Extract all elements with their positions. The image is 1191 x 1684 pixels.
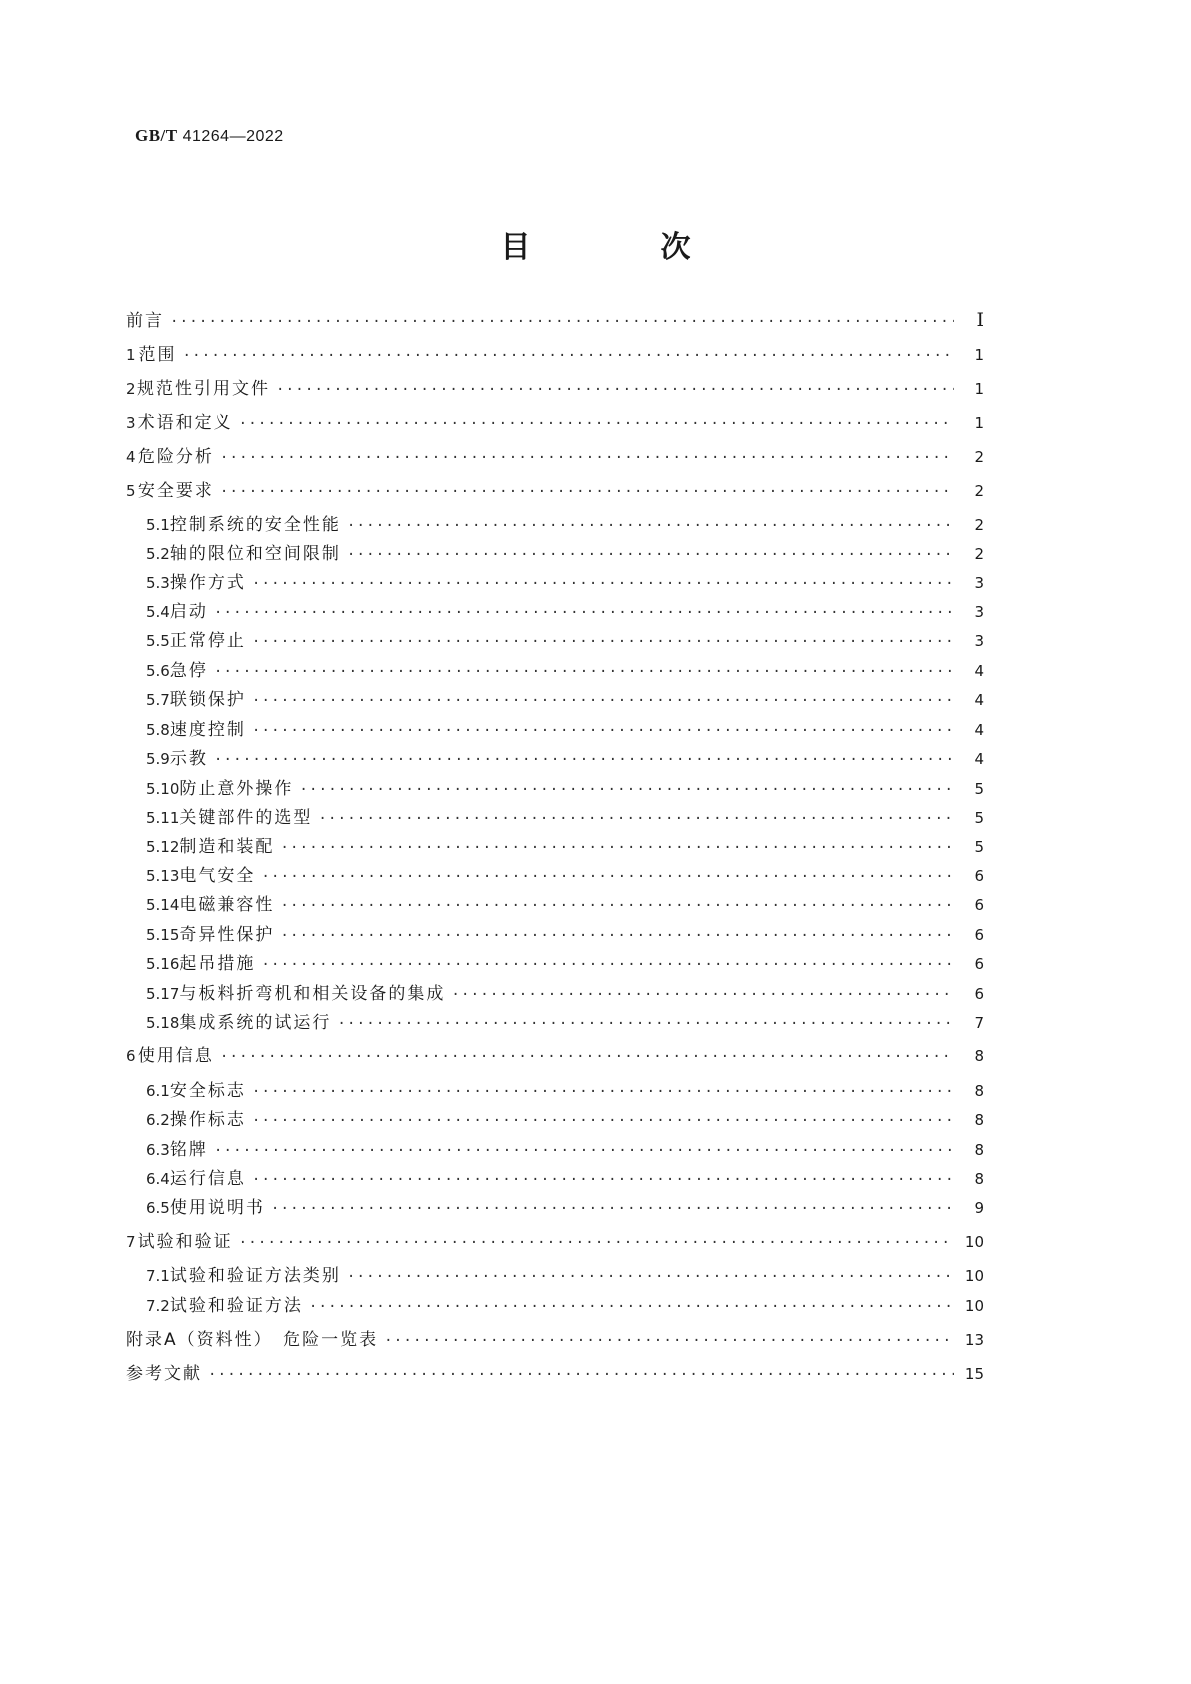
toc-entry-number: 6.3 (146, 1141, 170, 1159)
toc-entry[interactable] (146, 744, 984, 769)
toc-entry-label: 起吊措施 (179, 954, 256, 974)
toc-entry[interactable] (146, 685, 984, 710)
toc-entry-label: 急停 (169, 661, 208, 681)
toc-entry-page-number: 10 (964, 1233, 984, 1251)
toc-entry[interactable] (146, 774, 984, 799)
toc-entry-label: 启动 (169, 602, 208, 622)
toc-entry-label: 使用说明书 (169, 1198, 265, 1218)
toc-entry-page-number: 1 (974, 380, 984, 398)
toc-dot-leader (451, 987, 954, 1003)
toc-dot-leader (220, 1049, 954, 1065)
toc-dot-leader (347, 518, 954, 534)
toc-entry[interactable] (126, 1359, 984, 1384)
toc-entry-number: 4 (126, 448, 136, 466)
toc-entry-label: 附录A（资料性） 危险一览表 (126, 1330, 379, 1350)
toc-entry-number: 5.4 (146, 603, 170, 621)
toc-entry[interactable] (146, 715, 984, 740)
toc-entry-label: 参考文献 (126, 1364, 202, 1384)
toc-entry-label: 规范性引用文件 (137, 379, 270, 399)
toc-dot-leader (214, 752, 954, 768)
toc-entry[interactable] (146, 626, 984, 651)
toc-entry-page-number: 8 (974, 1170, 984, 1188)
toc-entry-number: 6.1 (146, 1082, 170, 1100)
toc-entry-label: 示教 (169, 749, 208, 769)
toc-entry-page-number: 7 (974, 1014, 984, 1032)
toc-dot-leader (347, 1269, 954, 1285)
toc-entry-page-number: 5 (974, 838, 984, 856)
toc-entry-number: 5.5 (146, 632, 170, 650)
toc-dot-leader (252, 634, 954, 650)
document-code-number: 41264—2022 (182, 128, 284, 145)
toc-entry-label: 联锁保护 (169, 690, 246, 710)
toc-entry-page-number: 5 (974, 780, 984, 798)
toc-entry-page-number: 4 (974, 691, 984, 709)
toc-entry-label: 危险分析 (137, 447, 214, 467)
toc-entry-page-number: 6 (974, 926, 984, 944)
toc-entry-page-number: 13 (964, 1331, 984, 1349)
toc-entry-label: 前言 (126, 311, 164, 331)
toc-dot-leader (214, 1143, 954, 1159)
toc-entry-page-number: 2 (974, 516, 984, 534)
toc-entry[interactable] (126, 476, 984, 501)
toc-dot-leader (384, 1333, 954, 1349)
toc-entry[interactable] (146, 1261, 984, 1286)
toc-dot-leader (183, 348, 954, 364)
toc-entry[interactable] (126, 374, 984, 399)
toc-entry-number: 7.1 (146, 1267, 170, 1285)
toc-entry-number: 5.13 (146, 867, 180, 885)
toc-entry[interactable] (146, 861, 984, 886)
toc-entry-page-number: Ⅰ (976, 310, 984, 331)
toc-entry-page-number: 4 (974, 750, 984, 768)
toc-entry-label: 电磁兼容性 (179, 895, 275, 915)
toc-entry[interactable] (146, 656, 984, 681)
toc-dot-leader (271, 1201, 954, 1217)
toc-entry-number: 6.2 (146, 1111, 170, 1129)
toc-entry-number: 6.4 (146, 1170, 170, 1188)
toc-dot-leader (220, 450, 954, 466)
toc-entry-label: 正常停止 (169, 631, 246, 651)
toc-entry-number: 5.8 (146, 721, 170, 739)
toc-entry-page-number: 15 (964, 1365, 984, 1383)
toc-entry[interactable] (146, 1076, 984, 1101)
toc-entry[interactable] (146, 1135, 984, 1160)
toc-entry-label: 制造和装配 (179, 837, 275, 857)
toc-entry-page-number: 6 (974, 896, 984, 914)
toc-entry-number: 5.6 (146, 662, 170, 680)
toc-entry[interactable] (146, 1105, 984, 1130)
toc-entry-number: 5 (126, 482, 136, 500)
toc-entry-label: 运行信息 (169, 1169, 246, 1189)
toc-dot-leader (337, 1016, 954, 1032)
toc-entry-label: 集成系统的试运行 (179, 1013, 332, 1033)
toc-dot-leader (252, 693, 954, 709)
toc-entry-number: 5.15 (146, 926, 180, 944)
toc-entry-number: 5.16 (146, 955, 180, 973)
toc-entry-number: 5.3 (146, 574, 170, 592)
toc-entry-number: 5.9 (146, 750, 170, 768)
toc-entry-number: 7.2 (146, 1297, 170, 1315)
toc-dot-leader (261, 957, 954, 973)
toc-entry-page-number: 1 (974, 414, 984, 432)
toc-entry[interactable] (146, 539, 984, 564)
toc-entry-number: 5.2 (146, 545, 170, 563)
toc-dot-leader (280, 840, 954, 856)
toc-entry-number: 5.11 (146, 809, 180, 827)
toc-entry-page-number: 2 (974, 545, 984, 563)
toc-entry-number: 5.14 (146, 896, 180, 914)
toc-dot-leader (239, 416, 954, 432)
toc-entry[interactable] (126, 1325, 984, 1350)
toc-entry-page-number: 3 (974, 574, 984, 592)
toc-entry-label: 控制系统的安全性能 (169, 515, 341, 535)
toc-entry[interactable] (126, 340, 984, 365)
toc-entry-page-number: 8 (974, 1082, 984, 1100)
toc-entry-number: 5.18 (146, 1014, 180, 1032)
toc-entry-number: 6.5 (146, 1199, 170, 1217)
toc-entry-label: 防止意外操作 (179, 779, 294, 799)
toc-entry-label: 操作方式 (169, 573, 246, 593)
toc-dot-leader (170, 314, 954, 330)
toc-entry-number: 6 (126, 1047, 136, 1065)
toc-entry-label: 电气安全 (179, 866, 256, 886)
toc-entry-page-number: 3 (974, 632, 984, 650)
toc-dot-leader (208, 1367, 954, 1383)
toc-entry[interactable] (146, 1291, 984, 1316)
toc-entry[interactable] (146, 1008, 984, 1033)
toc-dot-leader (220, 484, 954, 500)
toc-entry[interactable] (146, 803, 984, 828)
toc-entry-page-number: 6 (974, 985, 984, 1003)
toc-dot-leader (276, 382, 954, 398)
toc-entry-label: 奇异性保护 (179, 925, 275, 945)
toc-dot-leader (252, 1172, 954, 1188)
toc-entry[interactable] (126, 1227, 984, 1252)
toc-entry-page-number: 6 (974, 867, 984, 885)
toc-entry-number: 7 (126, 1233, 136, 1251)
toc-entry[interactable] (146, 979, 984, 1004)
toc-dot-leader (347, 547, 954, 563)
toc-entry[interactable] (146, 832, 984, 857)
toc-entry-label: 试验和验证 (137, 1232, 233, 1252)
toc-entry-label: 轴的限位和空间限制 (169, 544, 341, 564)
toc-entry-page-number: 4 (974, 721, 984, 739)
toc-entry-label: 使用信息 (137, 1046, 214, 1066)
toc-dot-leader (299, 782, 954, 798)
toc-dot-leader (252, 576, 954, 592)
toc-entry-label: 试验和验证方法类别 (169, 1266, 341, 1286)
toc-dot-leader (318, 811, 954, 827)
toc-entry-label: 关键部件的选型 (179, 808, 313, 828)
toc-entry-label: 与板料折弯机和相关设备的集成 (179, 984, 446, 1004)
toc-entry[interactable] (126, 442, 984, 467)
toc-entry-page-number: 9 (974, 1199, 984, 1217)
toc-entry-page-number: 5 (974, 809, 984, 827)
toc-entry[interactable] (126, 1041, 984, 1066)
toc-dot-leader (214, 664, 954, 680)
toc-dot-leader (280, 898, 954, 914)
toc-entry-label: 安全标志 (169, 1081, 246, 1101)
toc-entry[interactable] (126, 306, 984, 332)
toc-entry[interactable] (146, 890, 984, 915)
toc-entry-number: 5.10 (146, 780, 180, 798)
toc-entry-page-number: 8 (974, 1141, 984, 1159)
toc-entry-label: 铭牌 (169, 1140, 208, 1160)
toc-entry[interactable] (146, 597, 984, 622)
toc-entry-page-number: 1 (974, 346, 984, 364)
document-code-prefix: GB/T (135, 126, 178, 145)
toc-entry[interactable] (146, 949, 984, 974)
toc-entry[interactable] (146, 568, 984, 593)
toc-dot-leader (280, 928, 954, 944)
toc-entry[interactable] (126, 408, 984, 433)
toc-entry-label: 试验和验证方法 (169, 1296, 303, 1316)
toc-entry[interactable] (146, 510, 984, 535)
page-title: 目 次 (500, 230, 741, 265)
toc-entry-label: 术语和定义 (137, 413, 233, 433)
toc-entry-number: 5.12 (146, 838, 180, 856)
toc-entry-page-number: 4 (974, 662, 984, 680)
toc-entry-page-number: 10 (964, 1297, 984, 1315)
toc-entry-label: 范围 (138, 345, 177, 365)
toc-entry-number: 5.17 (146, 985, 180, 1003)
toc-entry-number: 2 (126, 380, 136, 398)
toc-entry-page-number: 2 (974, 482, 984, 500)
toc-entry-page-number: 8 (974, 1047, 984, 1065)
toc-entry[interactable] (146, 1164, 984, 1189)
toc-dot-leader (252, 1084, 954, 1100)
toc-entry-number: 1 (126, 346, 136, 364)
toc-entry-page-number: 8 (974, 1111, 984, 1129)
toc-dot-leader (239, 1235, 954, 1251)
toc-entry-label: 安全要求 (137, 481, 214, 501)
toc-entry-number: 3 (126, 414, 136, 432)
toc-entry-label: 操作标志 (169, 1110, 246, 1130)
toc-entry-page-number: 10 (964, 1267, 984, 1285)
toc-entry-page-number: 6 (974, 955, 984, 973)
toc-entry-number: 5.1 (146, 516, 170, 534)
toc-entry-label: 速度控制 (169, 720, 246, 740)
toc-dot-leader (252, 1113, 954, 1129)
toc-entry[interactable] (146, 920, 984, 945)
toc-dot-leader (214, 605, 954, 621)
toc-entry-page-number: 3 (974, 603, 984, 621)
toc-entry[interactable] (146, 1193, 984, 1218)
toc-entry-page-number: 2 (974, 448, 984, 466)
toc-dot-leader (309, 1299, 954, 1315)
toc-entry-number: 5.7 (146, 691, 170, 709)
toc-dot-leader (252, 723, 954, 739)
toc-dot-leader (261, 869, 954, 885)
